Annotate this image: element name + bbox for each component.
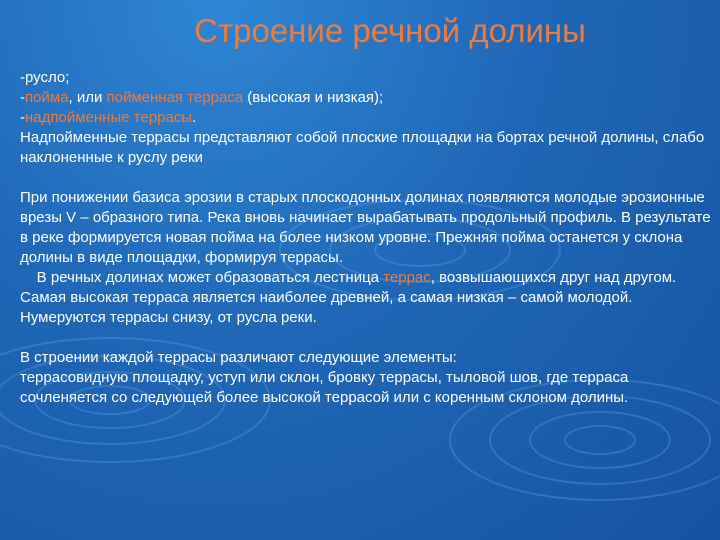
slide-title: Строение речной долины — [194, 12, 586, 49]
terraces-definition: Надпойменные террасы представляют собой плоские площадки на бортах речной долины, слабо наклоненные к руслу реки — [20, 129, 705, 166]
text: , возвышающихся друг над другом. Самая высокая терраса является наиболее древней, а самая низкая – самой молодой. Нумеруются террасы снизу, от русла реки. — [20, 269, 681, 326]
text: В речных долинах может образоваться лестница — [20, 269, 384, 286]
dash: - — [20, 89, 25, 106]
text: (высокая и низкая); — [243, 89, 384, 106]
text: , или — [68, 89, 107, 106]
highlight-floodplain-terrace: пойменная терраса — [106, 89, 244, 106]
highlight-terraces-word: террас — [383, 269, 431, 286]
highlight-terraces: надпойменные террасы — [25, 109, 193, 126]
paragraph-erosion-base: При понижении базиса эрозии в старых плоскодонных долинах появляются молодые эрозионные врезы V – образного типа. Река вновь начинает вырабатывать продольный профиль. В результате в реке формируется новая пойма на более низком уровне. Прежняя пойма останется у склона долины в виде площадки, формируя террасы. — [20, 189, 711, 266]
list-item-terraces — [20, 108, 714, 128]
text: . — [192, 109, 197, 126]
paragraph-terrace-ladder — [20, 268, 714, 328]
paragraph-elements-intro: В строении каждой террасы различают следующие элементы: — [20, 349, 457, 366]
paragraph-elements-list: террасовидную площадку, уступ или склон, бровку террасы, тыловой шов, где терраса сочленяется со следующей более высокой террасой или с коренным склоном долины. — [20, 369, 629, 406]
slide-content — [20, 68, 714, 408]
list-item-channel: -русло; — [20, 69, 70, 86]
list-item-floodplain — [20, 88, 714, 108]
highlight-floodplain: пойма — [25, 89, 69, 106]
dash: - — [20, 109, 25, 126]
